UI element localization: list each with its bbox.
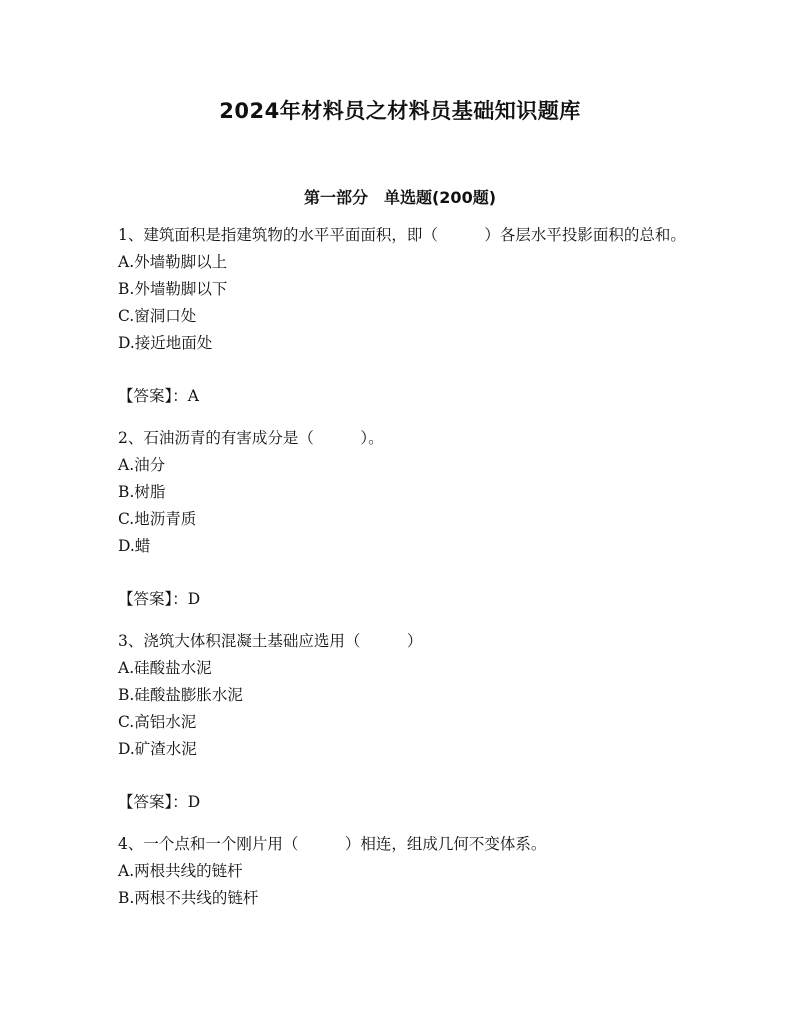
answer-line: 【答案】：D	[118, 793, 201, 811]
section-heading: 第一部分 单选题(200题)	[303, 188, 497, 207]
option-b: B.两根不共线的链杆	[118, 889, 259, 907]
option-a: A.两根共线的链杆	[118, 862, 243, 880]
question-text: 2、石油沥青的有害成分是（ ）。	[118, 429, 384, 447]
answer-line: 【答案】：D	[118, 590, 201, 608]
option-d: D.矿渣水泥	[118, 740, 197, 758]
question-text: 4、一个点和一个刚片用（ ）相连，组成几何不变体系。	[118, 835, 547, 853]
page-title: 2024年材料员之材料员基础知识题库	[219, 99, 581, 123]
option-c: C.高铝水泥	[118, 713, 197, 731]
option-b: B.外墙勒脚以下	[118, 280, 228, 298]
question-block	[118, 831, 688, 912]
option-a: A.硅酸盐水泥	[118, 659, 212, 677]
question-text: 1、建筑面积是指建筑物的水平平面面积，即（ ）各层水平投影面积的总和。	[118, 226, 686, 244]
option-c: C.窗洞口处	[118, 307, 197, 325]
question-block	[118, 425, 688, 613]
option-b: B.树脂	[118, 483, 166, 501]
question-block	[118, 222, 688, 410]
option-a: A.油分	[118, 456, 166, 474]
option-c: C.地沥青质	[118, 510, 197, 528]
option-a: A.外墙勒脚以上	[118, 253, 228, 271]
option-d: D.接近地面处	[118, 334, 213, 352]
question-block	[118, 628, 688, 816]
answer-line: 【答案】：A	[118, 387, 199, 405]
question-list	[118, 222, 688, 912]
question-text: 3、浇筑大体积混凝土基础应选用（ ）	[118, 632, 423, 650]
option-d: D.蜡	[118, 537, 151, 555]
option-b: B.硅酸盐膨胀水泥	[118, 686, 243, 704]
